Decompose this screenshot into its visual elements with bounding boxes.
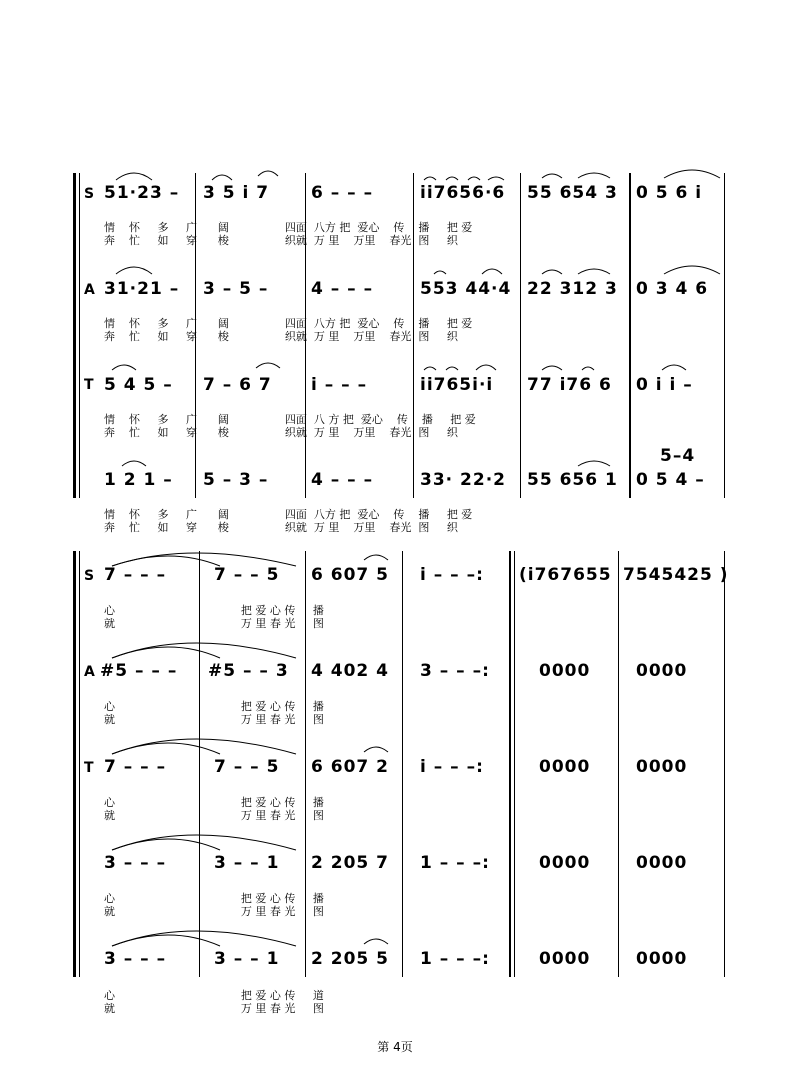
measure: 5 4 5 – (104, 375, 173, 395)
voice-label: S (84, 186, 95, 202)
measure: i – – –: (420, 757, 484, 777)
slur (210, 170, 234, 182)
measure: 33· 22·2 (420, 470, 506, 490)
lyrics-line-2: 就 万 里 春 光 图 (104, 617, 324, 630)
measure: 0 3 4 6 (636, 279, 709, 299)
slur (362, 934, 392, 946)
measure: 0000 (539, 949, 591, 969)
measure: 0000 (636, 757, 688, 777)
barline (724, 173, 725, 498)
lyrics-line-1: 情 怀 多 广 阔 四面 八 方 把 爱心 传 播 把 爱 (104, 413, 476, 426)
measure: 5 – 3 – (203, 470, 269, 490)
measure: 51·23 – (104, 183, 180, 203)
measure: 31·21 – (104, 279, 180, 299)
measure: #5 – – – (100, 661, 178, 681)
lyrics-line-2: 就 万 里 春 光 图 (104, 809, 324, 822)
lyrics-line-2: 奔 忙 如 穿 梭 织就 万 里 万里 春光 图 织 (104, 234, 458, 247)
barline (629, 173, 631, 498)
slur (540, 168, 630, 180)
barline (618, 551, 619, 977)
measure: 6 607 2 (311, 757, 389, 777)
measure: 0 5 6 i (636, 183, 703, 203)
slur (422, 360, 512, 372)
measure: 4 – – – (311, 279, 374, 299)
repeat-barline (514, 551, 515, 977)
measure: 7 – – – (104, 565, 167, 585)
slur (660, 360, 690, 372)
measure: 22 312 3 (527, 279, 618, 299)
measure: i – – – (311, 375, 368, 395)
lyrics-line-2: 奔 忙 如 穿 梭 织就 万 里 万里 春光 图 织 (104, 521, 458, 534)
lyrics-line-1: 心 把 爱 心 传 播 (104, 604, 324, 617)
measure: 0000 (539, 757, 591, 777)
measure: 3 – – 1 (214, 949, 280, 969)
measure: 7545425 ) (623, 565, 729, 585)
voice-label: A (84, 282, 95, 298)
measure: 3 5 i 7 (203, 183, 270, 203)
lyrics-line-1: 情 怀 多 广 阔 四面 八方 把 爱心 传 播 把 爱 (104, 317, 473, 330)
lyrics-line-1: 心 把 爱 心 传 播 (104, 892, 324, 905)
lyrics-line-1: 情 怀 多 广 阔 四面 八方 把 爱心 传 播 把 爱 (104, 221, 473, 234)
barline (724, 551, 725, 977)
measure: 3 – – – (104, 853, 167, 873)
chord-top-note: 5–4 (660, 446, 696, 466)
lyrics-line-2: 奔 忙 如 穿 梭 织就 万 里 万里 春光 图 织 (104, 330, 458, 343)
lyrics-line-2: 奔 忙 如 穿 梭 织就 万 里 万里 春光 图 织 (104, 426, 458, 439)
lyrics-line-1: 心 把 爱 心 传 播 (104, 796, 324, 809)
measure: 2 205 7 (311, 853, 389, 873)
slur (110, 360, 138, 372)
measure: 3 – – –: (420, 661, 490, 681)
slur (114, 170, 154, 182)
lyrics-line-1: 心 把 爱 心 传 道 (104, 989, 324, 1002)
measure: 1 – – –: (420, 949, 490, 969)
tie (110, 922, 300, 948)
measure: 3 – 5 – (203, 279, 269, 299)
measure: 6 607 5 (311, 565, 389, 585)
measure: 2 205 5 (311, 949, 389, 969)
slur (540, 456, 630, 468)
measure: 3 – – 1 (214, 853, 280, 873)
slur (256, 166, 280, 178)
measure: 0000 (636, 949, 688, 969)
measure: ii7656·6 (420, 183, 506, 203)
system-bracket (73, 551, 76, 977)
measure: 553 44·4 (420, 279, 512, 299)
lyrics-line-1: 情 怀 多 广 阔 四面 八方 把 爱心 传 播 把 爱 (104, 508, 473, 521)
tie (110, 730, 300, 756)
measure: 1 – – –: (420, 853, 490, 873)
slur (120, 456, 148, 468)
measure: 55 654 3 (527, 183, 618, 203)
lyrics-line-1: 心 把 爱 心 传 播 (104, 700, 324, 713)
system-bracket-line (79, 551, 80, 977)
slur (540, 360, 630, 372)
measure: 3 – – – (104, 949, 167, 969)
measure: 4 402 4 (311, 661, 389, 681)
tie (110, 634, 300, 660)
lyrics-line-2: 就 万 里 春 光 图 (104, 905, 324, 918)
measure: 0000 (636, 853, 688, 873)
slur (662, 166, 722, 180)
slur (662, 262, 722, 276)
slur (114, 264, 154, 276)
slur (362, 550, 392, 562)
measure: 1 2 1 – (104, 470, 173, 490)
measure: 0000 (539, 661, 591, 681)
measure: 0 5 4 – (636, 470, 705, 490)
measure: 4 – – – (311, 470, 374, 490)
tie (110, 546, 300, 568)
measure: i – – –: (420, 565, 484, 585)
measure: 0 i i – (636, 375, 693, 395)
tie (110, 826, 300, 852)
voice-label: T (84, 377, 94, 393)
measure: (i767655 (519, 565, 612, 585)
slur (362, 742, 392, 754)
voice-label: T (84, 760, 94, 776)
measure: 77 i76 6 (527, 375, 612, 395)
system-bracket (73, 173, 76, 498)
slur (540, 264, 630, 276)
measure: ii765i·i (420, 375, 494, 395)
system-bracket-line (79, 173, 80, 498)
lyrics-line-2: 就 万 里 春 光 图 (104, 1002, 324, 1015)
measure: 0000 (636, 661, 688, 681)
measure: 0000 (539, 853, 591, 873)
slur (432, 264, 522, 276)
slur (254, 358, 282, 370)
page-number: 第 4页 (377, 1040, 413, 1054)
barline (520, 173, 521, 498)
measure: 7 – – 5 (214, 757, 280, 777)
barline (402, 551, 403, 977)
measure: 7 – – 5 (214, 565, 280, 585)
measure: #5 – – 3 (208, 661, 289, 681)
measure: 7 – – – (104, 757, 167, 777)
slur (422, 170, 512, 182)
voice-label: S (84, 568, 95, 584)
lyrics-line-2: 就 万 里 春 光 图 (104, 713, 324, 726)
measure: 6 – – – (311, 183, 374, 203)
measure: 7 – 6 7 (203, 375, 272, 395)
repeat-barline (509, 551, 511, 977)
voice-label: A (84, 664, 95, 680)
measure: 55 656 1 (527, 470, 618, 490)
